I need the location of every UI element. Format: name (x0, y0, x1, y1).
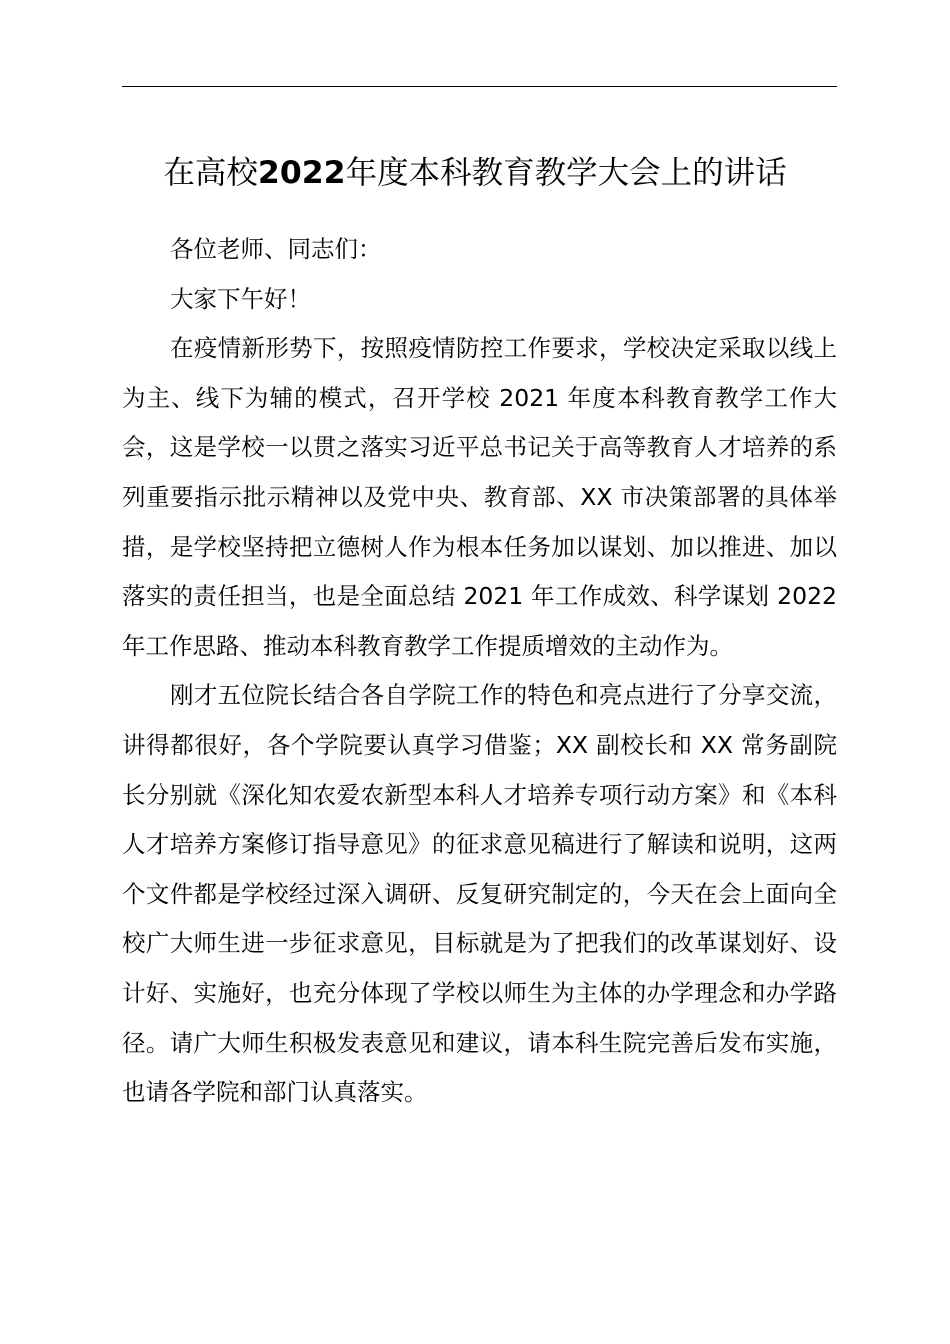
paragraph-1: 在疫情新形势下，按照疫情防控工作要求，学校决定采取以线上为主、线下为辅的模式，召开学校 2021 年度本科教育教学工作大会，这是学校一以贯之落实习近平总书记关于高等教育人才培养的系列重要指示批示精神以及党中央、教育部、XX 市决策部署的具体举措，是学校坚持把立德树人作为根本任务加以谋划、加以推进、加以落实的责任担当，也是全面总结 2021 年工作成效、科学谋划 2022 年工作思路、推动本科教育教学工作提质增效的主动作为。 (122, 334, 837, 660)
document-title (100, 148, 850, 198)
title-suffix: 年度本科教育教学大会上的讲话 (345, 155, 787, 191)
salutation: 各位老师、同志们： (170, 235, 382, 263)
speech-body (122, 225, 837, 1118)
paragraph-2: 刚才五位院长结合各自学院工作的特色和亮点进行了分享交流，讲得都很好，各个学院要认真学习借鉴；XX 副校长和 XX 常务副院长分别就《深化知农爱农新型本科人才培养专项行动方案》和《本科人才培养方案修订指导意见》的征求意见稿进行了解读和说明，这两个文件都是学校经过深入调研、反复研究制定的，今天在会上面向全校广大师生进一步征求意见，目标就是为了把我们的改革谋划好、设计好、实施好，也充分体现了学校以师生为主体的办学理念和办学路径。请广大师生积极发表意见和建议，请本科生院完善后发布实施，也请各学院和部门认真落实。 (122, 681, 837, 1107)
title-prefix: 在高校 (163, 155, 258, 191)
header-rule (122, 86, 837, 87)
title-year: 2022 (257, 155, 346, 191)
greeting: 大家下午好！ (170, 284, 311, 313)
